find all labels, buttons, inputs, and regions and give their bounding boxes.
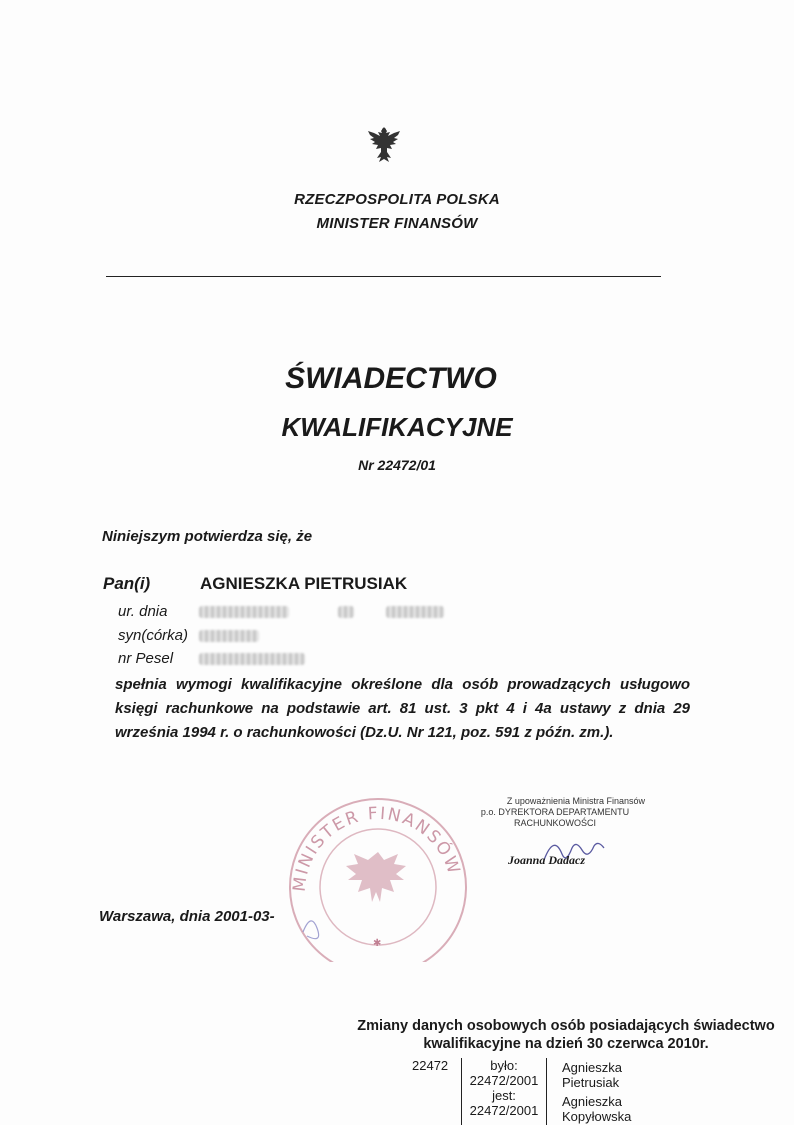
was-label: było: xyxy=(490,1058,518,1073)
changes-numbers-column xyxy=(461,1058,547,1125)
authorization-block xyxy=(465,796,645,829)
certificate-subtitle: KWALIFIKACYJNE xyxy=(281,412,513,442)
seal-star-icon: ✱ xyxy=(373,938,382,949)
changes-number: 22472 xyxy=(412,1058,449,1073)
authorization-line1: Z upoważnienia Ministra Finansów xyxy=(506,796,645,806)
pesel-label: nr Pesel xyxy=(118,650,174,667)
authorization-line2: p.o. DYREKTORA DEPARTAMENTU xyxy=(480,807,630,817)
authorization-line3: RACHUNKOWOŚCI xyxy=(513,818,596,828)
birth-label: ur. dnia xyxy=(118,603,168,620)
changes-title-line2: kwalifikacyjne na dzień 30 czerwca 2010r. xyxy=(423,1036,709,1052)
was-number: 22472/2001 xyxy=(469,1073,539,1088)
header-ministry: MINISTER FINANSÓW xyxy=(316,215,478,232)
redacted-birth-prep xyxy=(338,606,354,618)
redacted-birth-date xyxy=(199,606,289,618)
redacted-birth-place xyxy=(386,606,444,618)
intro-text: Niniejszym potwierdza się, że xyxy=(102,528,313,545)
certificate-number: Nr 22472/01 xyxy=(358,457,436,473)
old-name: Agnieszka Pietrusiak xyxy=(562,1060,622,1090)
redacted-parent xyxy=(199,630,259,642)
changes-title-line1: Zmiany danych osobowych osób posiadających świadectwo xyxy=(357,1018,775,1034)
parent-label: syn(córka) xyxy=(118,627,189,644)
changes-title xyxy=(340,1017,792,1053)
is-label: jest: xyxy=(492,1088,516,1103)
holder-name: AGNIESZKA PIETRUSIAK xyxy=(200,574,408,593)
issue-date: Warszawa, dnia 2001-03- xyxy=(99,908,275,925)
certificate-title: ŚWIADECTWO xyxy=(285,362,497,395)
certificate-body: spełnia wymogi kwalifikacyjne określone dla osób prowadzących usługowo księgi rachunkowe na podstawie art. 81 ust. 3 pkt 4 i 4a ustawy z dnia 29 września 1994 r. o rachunkowości (Dz.U. Nr 121, poz. 591 z późn. zm.). xyxy=(115,676,690,741)
redacted-pesel xyxy=(199,653,305,665)
ministry-seal-stamp xyxy=(283,792,473,962)
signatory-name: Joanna Dadacz xyxy=(508,853,586,867)
new-name: Agnieszka Kopyłowska xyxy=(562,1094,632,1124)
header-divider xyxy=(106,276,661,277)
name-label: Pan(i) xyxy=(103,574,151,593)
seal-text: MINISTER FINANSÓW xyxy=(289,803,465,893)
header-country: RZECZPOSPOLITA POLSKA xyxy=(294,191,500,208)
eagle-emblem-icon xyxy=(364,124,404,168)
is-number: 22472/2001 xyxy=(469,1103,539,1118)
